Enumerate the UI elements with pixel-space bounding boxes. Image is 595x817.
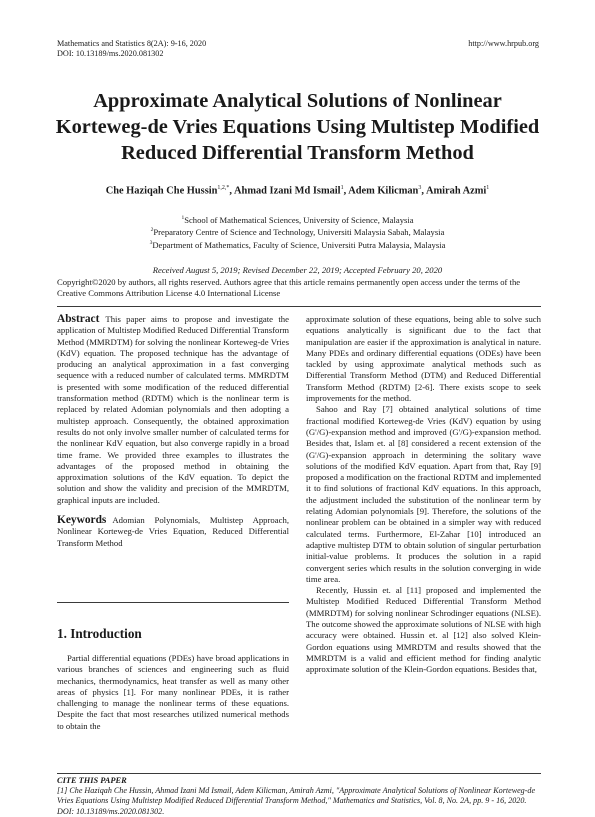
- keywords-label: Keywords: [57, 514, 107, 527]
- author-name: Amirah Azmi: [425, 185, 487, 197]
- right-column: [306, 314, 541, 676]
- keywords-text: Adomian Polynomials, Multistep Approach, Nonlinear Korteweg-de Vries Equation, Reduced Differential Transform Method: [57, 515, 289, 548]
- received-dates: Received August 5, 2019; Revised December 22, 2019; Accepted February 20, 2020: [152, 265, 443, 275]
- paper-title: [40, 88, 555, 166]
- left-column: [57, 314, 289, 549]
- cite-divider: [57, 773, 541, 774]
- abstract: [57, 314, 289, 506]
- section-divider: [57, 602, 289, 603]
- title-line-2: Korteweg-de Vries Equations Using Multistep Modified: [55, 116, 540, 138]
- author-affil-mark: 1: [486, 185, 490, 191]
- body-paragraph: Recently, Hussin et. al [11] proposed and implemented the Multistep Modified Reduced Differential Transform Method (MMRDTM) for solving nonlinear Schrodinger equations (NLSE). The outcome showed the approximate solutions of NLSE with high accuracy were obtained. Hussin et. al [12] also solved Klein-Gordon equations using MMRDTM and results showed that the MMRDTM is a valid and efficient method for finding analytic approximate solution of the Klein-Gordon equations. Besides that,: [306, 585, 541, 675]
- affiliation: $^1$School of Mathematical Sciences, University of Science, Malaysia: [181, 214, 414, 225]
- abstract-text: This paper aims to propose and investigate the application of Multistep Modified Reduced Differential Transform Method (MMRDTM) for solving the nonlinear Korteweg-de Vries (KdV) equation. The proposed technique has the advantage of producing an analytical approximation in a fast converging sequence with a reduced number of calculated terms. MMRDTM is presented with some modification of the reduced differential transformation method (RDTM) which is the nonlinear term is replaced by related Adomian polynomials and then adopting a multistep approach. Consequently, the obtained approximation results do not only involve smaller number of calculated terms for the nonlinear KdV equation, but also converge rapidly in a broad time frame. We provided three examples to illustrates the advantages of the proposed method in obtaining the approximation solutions of the KdV equation. To depict the solution and show the validity and precision of the MMRDTM, graphical inputs are included.: [57, 314, 289, 505]
- intro-paragraph: Partial differential equations (PDEs) have broad applications in various branches of sciences and engineering such as fluid mechanics, thermodynamics, heat transfer as well as many other areas of physics [1]. For many nonlinear PDEs, it is rather challenging to manage the nonlinear terms of these equations. Despite the fact that most researches utilized numerical methods to obtain the: [57, 653, 289, 731]
- author-affil-mark: 1,2,*: [217, 185, 230, 191]
- journal-url[interactable]: http://www.hrpub.org: [468, 39, 539, 48]
- title-line-3: Reduced Differential Transform Method: [121, 142, 474, 164]
- affiliations: [40, 213, 555, 250]
- top-divider: [57, 306, 541, 307]
- author-list: Che Haziqah Che Hussin$^{1,2,*}$, Ahmad Izani Md Ismail$^1$, Adem Kilicman$^3$, Amirah Azmi$^1$: [105, 185, 490, 197]
- body-paragraph: approximate solution of these equations, being able to solve such equations analytically is significant due to the fact that manipulation are easier if the approximation is analytical in nature. Many PDEs and ordinary differential equations (ODEs) have been tackled by using approximate analytical methods such as Differential Transform Method (DTM) and Reduced Differential Transform Method (RDTM) [2-6]. There exists scope to seek improvements for the method.: [306, 314, 541, 404]
- affiliation: $^3$Department of Mathematics, Faculty of Science, Universiti Putra Malaysia, Malaysia: [149, 239, 446, 250]
- abstract-label: Abstract: [57, 313, 100, 325]
- copyright-notice: Copyright©2020 by authors, all rights reserved. Authors agree that this article remains permanently open access under the terms of the Creative Commons Attribution License 4.0 International License: [57, 277, 521, 298]
- journal-info: Mathematics and Statistics 8(2A): 9-16, 2020: [57, 39, 207, 48]
- body-paragraph: Sahoo and Ray [7] obtained analytical solutions of time fractional modified Korteweg-de Vries (KdV) equation by using (G'/G)-expansion method and improved (G'/G)-expansion method. Besides that, Islam et. al [8] considered a recent extension of the (G'/G)-expansion approach in determining the solitary wave solutions of the modified KdV equation. Apart from that, Ray [9] proposed a modification on the fractional RDTM and implemented it to find solutions of fractional KdV equations. In this approach, the adjustment included the substitution of the nonlinear term by relating Adomian polynomials [9]. Therefore, the solutions of the nonlinear problem can be obtained in a simpler way with reduced calculated terms. Furthermore, El-Zahar [10] introduced an adaptive multistep DTM to obtain solution of singular perturbation initial-value problems. It produces the solution in a rapid convergent series which results in the solution converging in wide time area.: [306, 404, 541, 584]
- author-name: Ahmad Izani Md Ismail: [234, 185, 341, 197]
- section-heading: 1. Introduction: [57, 626, 142, 641]
- doi-header[interactable]: DOI: 10.13189/ms.2020.081302: [57, 49, 164, 58]
- title-line-1: Approximate Analytical Solutions of Nonlinear: [93, 90, 502, 112]
- intro-text: [57, 653, 289, 732]
- cite-heading: CITE THIS PAPER: [57, 776, 127, 785]
- author-affil-mark: 3: [418, 185, 422, 191]
- author-affil-mark: 1: [340, 185, 344, 191]
- author-name: Adem Kilicman: [348, 185, 419, 197]
- keywords: [57, 515, 289, 549]
- author-name: Che Haziqah Che Hussin: [105, 185, 218, 197]
- citation-text: [1] Che Haziqah Che Hussin, Ahmad Izani Md Ismail, Adem Kilicman, Amirah Azmi, "Approximate Analytical Solutions of Nonlinear Korteweg-de Vries Equations Using Multistep Modified Reduced Differential Transform Method," Mathematics and Statistics, Vol. 8, No. 2A, pp. 9 - 16, 2020. DOI: 10.13189/ms.2020.081302.: [57, 786, 536, 816]
- affiliation: $^2$Preparatory Centre of Science and Technology, Universiti Malaysia Sabah, Malaysia: [150, 227, 445, 238]
